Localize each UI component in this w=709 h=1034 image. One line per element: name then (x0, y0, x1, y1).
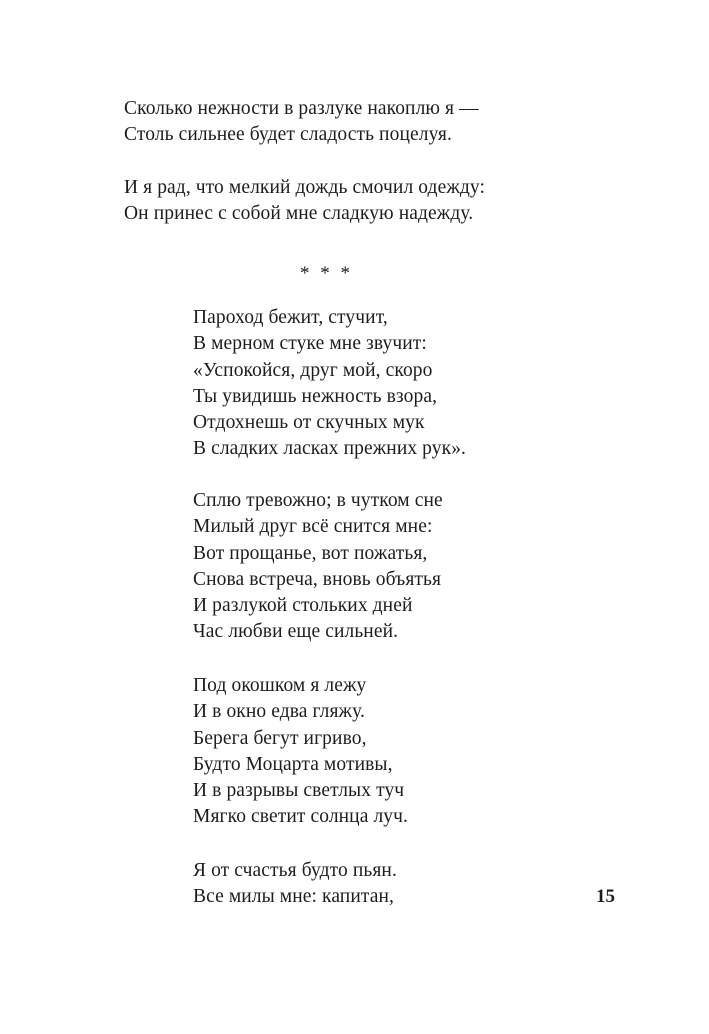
poem-line: Милый друг всё снится мне: (193, 516, 433, 538)
poem-line: И в разрывы светлых туч (193, 780, 405, 802)
stanza-4 (193, 488, 443, 646)
poem-line: Пароход бежит, стучит, (193, 307, 388, 328)
poem-line: В сладких ласках прежних рук». (193, 438, 467, 460)
poem-line: Я от счастья будто пьян. (193, 860, 397, 881)
poem-line: Сплю тревожно; в чутком сне (193, 490, 443, 511)
poem-line: Ты увидишь нежность взора, (193, 385, 438, 407)
poem-line: Снова встреча, вновь объятья (193, 568, 442, 590)
poem-line: Мягко светит солнца луч. (193, 806, 409, 828)
poem-line: И я рад, что мелкий дождь смочил одежду: (124, 177, 486, 198)
poem-line: Он принес с собой мне сладкую надежду. (124, 203, 474, 225)
poem-line: Вот прощанье, вот пожатья, (193, 542, 428, 564)
stanza-5 (193, 673, 408, 831)
poem-line: Отдохнешь от скучных мук (193, 412, 425, 434)
poem-line: Час любви еще сильней. (193, 621, 399, 643)
stanza-6 (193, 858, 397, 911)
section-divider: * * * (300, 263, 353, 284)
poem-line: Под окошком я лежу (193, 675, 367, 696)
poem-line: Берега бегут игриво, (193, 727, 367, 749)
stanza-2 (124, 175, 485, 228)
poem-line: «Успокойся, друг мой, скоро (193, 359, 433, 381)
page-number: 15 (596, 886, 615, 907)
poem-line: Все милы мне: капитан, (193, 886, 395, 908)
poem-line: Будто Моцарта мотивы, (193, 753, 393, 775)
stanza-3 (193, 305, 466, 463)
poem-line: И в окно едва гляжу. (193, 701, 365, 723)
poem-line: Столь сильнее будет сладость поцелуя. (124, 124, 452, 146)
poem-line: Сколько нежности в разлуке накоплю я — (124, 98, 479, 119)
stanza-1 (124, 96, 479, 149)
poem-line: И разлукой стольких дней (193, 595, 413, 617)
poem-line: В мерном стуке мне звучит: (193, 333, 427, 355)
